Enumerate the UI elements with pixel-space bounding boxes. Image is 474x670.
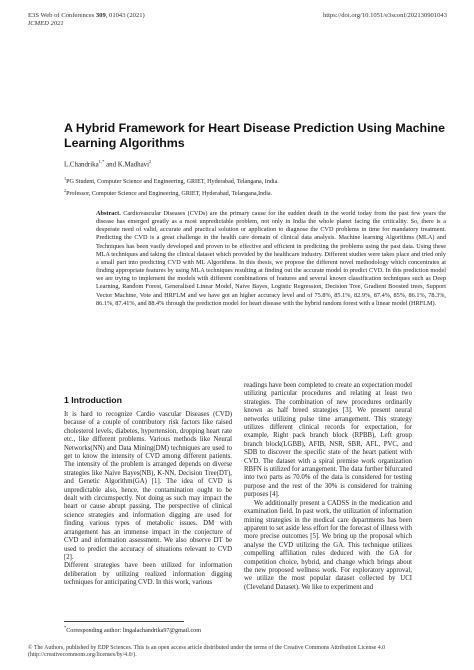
author-2-marker: 2	[149, 159, 152, 164]
footnote-marker: *	[64, 625, 67, 630]
affiliation-1	[64, 175, 454, 187]
section-heading-introduction: 1 Introduction	[64, 395, 122, 405]
license-line-2[interactable]: (http://creativecommons.org/licenses/by/4.0/).	[28, 652, 137, 659]
doi-link[interactable]: https://doi.org/10.1051/e3sconf/202130901043	[322, 12, 447, 19]
footnote-separator	[64, 621, 184, 622]
license-notice	[28, 645, 458, 659]
author-conjunction: and	[104, 161, 118, 169]
footnote-text: Corresponding author: lingalachandrika97@gmail.com	[66, 628, 201, 635]
paper-title	[64, 121, 454, 151]
corresponding-author-footnote	[64, 624, 201, 636]
title-line-1: A Hybrid Framework for Heart Disease Prediction Using Machine	[64, 121, 445, 135]
abstract-text: Cardiovascular Diseases (CVDs) are the primary cause for the sudden death in the world today from the past few years the disease has emerged greatly as a most unpredictable problem, not only in India the whole planet facing the criticality. So, there is a desperate need of valid, accurate and practical solution or application to diagnose the CVD problems in time for mandatory treatment. Predicting the CVD is a great challenge in the health care domain of clinical data analysis. Machine learning Algorithms (MLA) and Techniques has been vastly developed and proven to be effective and efficient in predicting the problems using the past data. Using these MLA techniques and taking the clinical dataset which provided by the healthcare industry. Different studies were takes place and tried only a small part into predicting CVD with ML Algorithms. In this thesis, we propose the different novel methodology which concentrates at finding appropriate features by using MLA techniques resulting at finding out the accurate model to predict CVD. In this prediction model we are trying to implement the models with different combinations of features and several known classification techniques such as Deep Learning, Random Forest, Generalised Linear Model, Naive Bayes, Logistic Regression, Decision Tree, Gradient Boosted trees, Support Vector Machine, Vote and HRFLM and we have got an higher accuracy level and of 75.8%, 85.1%, 82.9%, 87.4%, 85%, 86.1%, 78.3%, 86.1%, 87.41%, and 88.4% through the prediction model for heart disease with the hybrid random forest with a linear model (HRFLM).	[96, 210, 446, 307]
journal-volume: 309	[95, 12, 106, 19]
conference-name: ICMED 2021	[28, 20, 64, 27]
author-list	[64, 157, 151, 169]
affiliation-2-marker: 2	[64, 187, 67, 193]
affiliations	[64, 175, 454, 198]
left-column	[64, 411, 232, 588]
abstract-label: Abstract.	[96, 210, 121, 217]
author-1: L.Chandrika	[64, 161, 99, 169]
journal-article: , 01043 (2021)	[105, 12, 145, 19]
intro-paragraph-1: It is hard to recognize Cardio vascular Diseases (CVD) because of a couple of contributory risk factors like raised cholesterol levels, diabetes, hypertension, dropping heart rate etc., like different problems. Various methods like Neural Networks(NN) and Data Mining(DM) techniques are used to get to know the intensity of CVD among different patients. The intensity of the problem is arranged depends on diverse strategies like Naive Bayes(NB), K-NN, Decision Tree(DT), and Genetic Algorithm(GA) [1]. The idea of CVD is unpredictable also, hence, the contamination ought to be dealt with circumspectly. Not doing as such may impact the heart or cause abrupt passing. The perspective of clinical science strategies and information digging are used for finding various types of metabolic issues. DM with arrangement has an immense impact in the conjecture of CVD and information assessment. We also observe DT be used to predict the accuracy of situations relevant to CVD [2].	[64, 411, 232, 561]
right-column	[244, 382, 412, 592]
author-2: K.Madhavi	[117, 161, 149, 169]
affiliation-2-text: Professor, Computer Science and Engineering, GRIET, Hyderabad, Telangana,India.	[66, 190, 273, 197]
affiliation-1-text: PG Student, Computer Science and Engineering, GRIET, Hyderabad, Telangana, India.	[66, 179, 279, 186]
journal-name: E3S Web of Conferences	[28, 12, 96, 19]
intro-paragraph-3: readings have been completed to create an expectation model utilizing particular procedures and relating at least two strategies. The combination of new procedures ordinarily known as half breed strategies [3]. We present neural networks utilizing pulse time arrangement. This strategy utilizes different clinical records for expectation, for example, Right pack branch block (RPBB), Left group branch block(LGBB), AFIB, NSR, SBR, AFL, PVC, and SDB to discover the specific state of the heart patient with CVD. The dataset with a spiral premise work organization RBFN is utilized for arrangement. The data further bifurcated into two parts as 70.0% of the data is considered for testing purpose and the rest of the 30% is considered for training purposes [4].	[244, 382, 412, 499]
license-line-1: © The Authors, published by EDP Sciences. This is an open access article distributed under the terms of the Creative Commons Attribution License 4.0	[28, 645, 386, 651]
author-1-marker: 1,*	[98, 159, 105, 164]
title-line-2: Learning Algorithms	[64, 136, 185, 150]
journal-header	[28, 12, 145, 20]
intro-paragraph-2: Different strategies have been utilized for information deliberation by utilizing realized information digging techniques for anticipating CVD. In this work, various	[64, 562, 232, 587]
intro-paragraph-4: We additionally present a CADSS in the medication and examination field. In past work, the utilization of information mining strategies in the medical care departments has been apparent to set aside less effort for the forecast of illness with more precise outcomes [5]. We bring up the proposal which analyse the CVD utilizing the GA. This technique utilizes compelling affiliation rules deduced with the GA for competition choice, hybrid, and change which brings about the new proposed wellness work. For exploratory approval, we utilize the most popular dataset collected by UCI (Cleveland Dataset). We like to experiment and	[244, 499, 412, 591]
abstract	[96, 210, 446, 308]
affiliation-1-marker: 1	[64, 176, 67, 181]
affiliation-2	[64, 187, 454, 199]
